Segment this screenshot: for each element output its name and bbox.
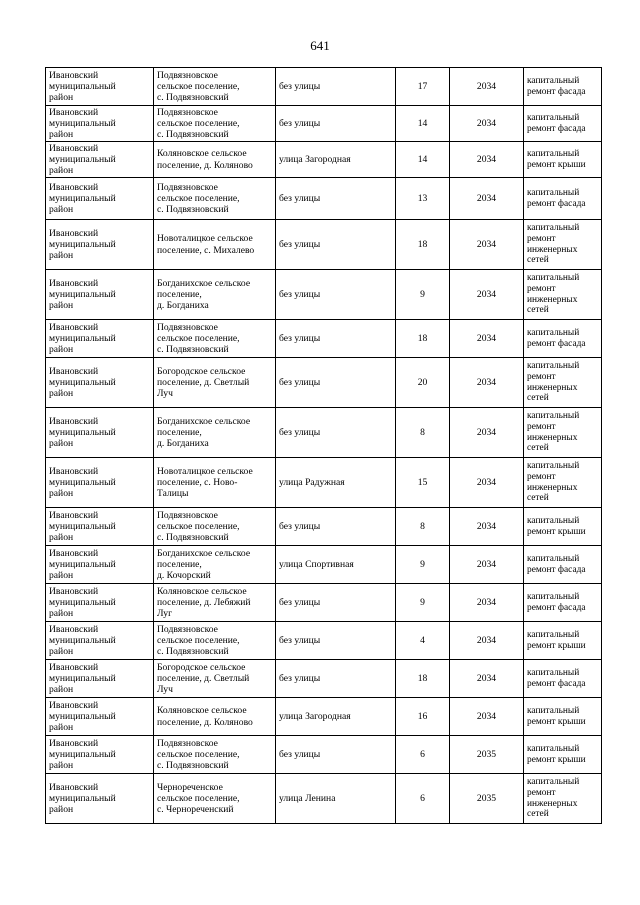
settlement-cell-text: Подвязновское сельское поселение, с. Подвязновский: [157, 509, 240, 544]
settlement-cell: [154, 774, 276, 824]
work-type-cell-text: капитальный ремонт крыши: [527, 705, 586, 727]
district-cell: [46, 142, 154, 178]
table-row: [46, 106, 602, 142]
street-cell-text: без улицы: [279, 634, 321, 646]
street-cell: [276, 774, 396, 824]
street-cell: [276, 142, 396, 178]
district-cell: [46, 584, 154, 622]
year-cell-text: 2034: [476, 476, 497, 488]
district-cell-text: Ивановский муниципальный район: [49, 547, 116, 582]
district-cell-text: Ивановский муниципальный район: [49, 227, 116, 262]
count-cell: [396, 660, 450, 698]
year-cell-text: 2034: [476, 117, 497, 129]
district-cell: [46, 698, 154, 736]
settlement-cell: [154, 68, 276, 106]
settlement-cell-text: Подвязновское сельское поселение, с. Подвязновский: [157, 737, 240, 772]
count-cell: [396, 736, 450, 774]
work-type-cell: [524, 698, 602, 736]
settlement-cell: [154, 106, 276, 142]
street-cell-text: без улицы: [279, 748, 321, 760]
district-cell: [46, 178, 154, 220]
year-cell: [450, 220, 524, 270]
work-type-cell-text: капитальный ремонт инженерных сетей: [527, 360, 580, 404]
settlement-cell-text: Подвязновское сельское поселение, с. Подвязновский: [157, 623, 240, 658]
street-cell: [276, 106, 396, 142]
district-cell-text: Ивановский муниципальный район: [49, 699, 116, 734]
year-cell-text: 2034: [476, 710, 497, 722]
district-cell-text: Ивановский муниципальный район: [49, 737, 116, 772]
table-row: [46, 142, 602, 178]
count-cell-text: 9: [420, 596, 425, 608]
settlement-cell-text: Коляновское сельское поселение, д. Коляново: [157, 148, 253, 171]
work-type-cell: [524, 584, 602, 622]
district-cell-text: Ивановский муниципальный район: [49, 321, 116, 356]
count-cell: [396, 508, 450, 546]
housing-repair-table: [45, 67, 602, 824]
work-type-cell: [524, 660, 602, 698]
work-type-cell: [524, 408, 602, 458]
table-row: [46, 220, 602, 270]
year-cell-text: 2034: [476, 426, 497, 438]
work-type-cell: [524, 106, 602, 142]
street-cell-text: без улицы: [279, 376, 321, 388]
district-cell: [46, 622, 154, 660]
table-row: [46, 622, 602, 660]
table-row: [46, 698, 602, 736]
count-cell-text: 14: [417, 153, 428, 165]
street-cell-text: без улицы: [279, 238, 321, 250]
count-cell: [396, 270, 450, 320]
street-cell: [276, 736, 396, 774]
year-cell-text: 2034: [476, 634, 497, 646]
work-type-cell: [524, 178, 602, 220]
year-cell: [450, 106, 524, 142]
settlement-cell-text: Подвязновское сельское поселение, с. Подвязновский: [157, 106, 240, 141]
district-cell: [46, 408, 154, 458]
table-row: [46, 458, 602, 508]
street-cell: [276, 622, 396, 660]
street-cell: [276, 270, 396, 320]
district-cell-text: Ивановский муниципальный район: [49, 142, 116, 177]
district-cell-text: Ивановский муниципальный район: [49, 277, 116, 312]
table-row: [46, 546, 602, 584]
year-cell-text: 2034: [476, 520, 497, 532]
district-cell: [46, 270, 154, 320]
work-type-cell: [524, 458, 602, 508]
settlement-cell-text: Богородское сельское поселение, д. Светлый Луч: [157, 365, 250, 400]
street-cell-text: улица Загородная: [279, 710, 351, 722]
work-type-cell: [524, 546, 602, 584]
work-type-cell-text: капитальный ремонт фасада: [527, 75, 586, 97]
count-cell-text: 6: [420, 748, 425, 760]
year-cell-text: 2035: [476, 792, 497, 804]
year-cell-text: 2034: [476, 192, 497, 204]
year-cell: [450, 320, 524, 358]
street-cell-text: улица Радужная: [279, 476, 345, 488]
year-cell: [450, 508, 524, 546]
settlement-cell-text: Подвязновское сельское поселение, с. Подвязновский: [157, 69, 240, 104]
street-cell-text: без улицы: [279, 520, 321, 532]
work-type-cell-text: капитальный ремонт крыши: [527, 148, 586, 170]
year-cell-text: 2034: [476, 376, 497, 388]
settlement-cell: [154, 220, 276, 270]
work-type-cell-text: капитальный ремонт фасада: [527, 667, 586, 689]
count-cell-text: 18: [417, 332, 428, 344]
work-type-cell: [524, 270, 602, 320]
count-cell: [396, 178, 450, 220]
work-type-cell: [524, 622, 602, 660]
work-type-cell: [524, 220, 602, 270]
year-cell-text: 2034: [476, 332, 497, 344]
street-cell: [276, 68, 396, 106]
district-cell-text: Ивановский муниципальный район: [49, 69, 116, 104]
year-cell: [450, 736, 524, 774]
street-cell: [276, 546, 396, 584]
street-cell-text: без улицы: [279, 117, 321, 129]
table-row: [46, 178, 602, 220]
district-cell-text: Ивановский муниципальный район: [49, 465, 116, 500]
count-cell-text: 16: [417, 710, 428, 722]
district-cell-text: Ивановский муниципальный район: [49, 365, 116, 400]
settlement-cell-text: Богородское сельское поселение, д. Светлый Луч: [157, 661, 250, 696]
page-number: 641: [310, 38, 330, 53]
count-cell: [396, 622, 450, 660]
work-type-cell-text: капитальный ремонт крыши: [527, 629, 586, 651]
district-cell: [46, 358, 154, 408]
district-cell-text: Ивановский муниципальный район: [49, 781, 116, 816]
count-cell: [396, 142, 450, 178]
work-type-cell-text: капитальный ремонт фасада: [527, 187, 586, 209]
table-row: [46, 508, 602, 546]
year-cell: [450, 178, 524, 220]
street-cell: [276, 584, 396, 622]
district-cell-text: Ивановский муниципальный район: [49, 623, 116, 658]
street-cell: [276, 220, 396, 270]
work-type-cell: [524, 508, 602, 546]
street-cell-text: без улицы: [279, 80, 321, 92]
district-cell: [46, 508, 154, 546]
settlement-cell: [154, 270, 276, 320]
work-type-cell-text: капитальный ремонт фасада: [527, 327, 586, 349]
work-type-cell: [524, 774, 602, 824]
street-cell-text: улица Загородная: [279, 153, 351, 165]
district-cell: [46, 106, 154, 142]
work-type-cell-text: капитальный ремонт инженерных сетей: [527, 222, 580, 266]
year-cell: [450, 358, 524, 408]
settlement-cell-text: Богданихское сельское поселение, д. Богданиха: [157, 277, 251, 312]
work-type-cell-text: капитальный ремонт фасада: [527, 112, 586, 134]
year-cell-text: 2035: [476, 748, 497, 760]
settlement-cell: [154, 622, 276, 660]
settlement-cell: [154, 546, 276, 584]
table-row: [46, 774, 602, 824]
settlement-cell-text: Подвязновское сельское поселение, с. Подвязновский: [157, 321, 240, 356]
count-cell: [396, 698, 450, 736]
district-cell: [46, 320, 154, 358]
year-cell-text: 2034: [476, 672, 497, 684]
count-cell: [396, 546, 450, 584]
count-cell-text: 6: [420, 792, 425, 804]
count-cell: [396, 358, 450, 408]
settlement-cell: [154, 142, 276, 178]
count-cell-text: 13: [417, 192, 428, 204]
settlement-cell: [154, 178, 276, 220]
district-cell-text: Ивановский муниципальный район: [49, 661, 116, 696]
district-cell-text: Ивановский муниципальный район: [49, 415, 116, 450]
work-type-cell-text: капитальный ремонт фасада: [527, 591, 586, 613]
work-type-cell: [524, 142, 602, 178]
district-cell: [46, 458, 154, 508]
year-cell-text: 2034: [476, 558, 497, 570]
street-cell: [276, 508, 396, 546]
settlement-cell: [154, 584, 276, 622]
district-cell: [46, 220, 154, 270]
work-type-cell-text: капитальный ремонт инженерных сетей: [527, 272, 580, 316]
street-cell-text: без улицы: [279, 672, 321, 684]
street-cell: [276, 320, 396, 358]
count-cell: [396, 320, 450, 358]
year-cell: [450, 270, 524, 320]
count-cell-text: 20: [417, 376, 428, 388]
count-cell: [396, 220, 450, 270]
work-type-cell: [524, 320, 602, 358]
year-cell-text: 2034: [476, 153, 497, 165]
count-cell-text: 17: [417, 80, 428, 92]
year-cell-text: 2034: [476, 238, 497, 250]
work-type-cell: [524, 736, 602, 774]
table-row: [46, 320, 602, 358]
work-type-cell-text: капитальный ремонт фасада: [527, 553, 586, 575]
work-type-cell: [524, 68, 602, 106]
settlement-cell: [154, 320, 276, 358]
work-type-cell-text: капитальный ремонт инженерных сетей: [527, 776, 580, 820]
work-type-cell-text: капитальный ремонт инженерных сетей: [527, 410, 580, 454]
table-body: [46, 68, 602, 824]
year-cell: [450, 68, 524, 106]
district-cell: [46, 68, 154, 106]
settlement-cell: [154, 736, 276, 774]
year-cell: [450, 584, 524, 622]
count-cell: [396, 408, 450, 458]
year-cell: [450, 698, 524, 736]
work-type-cell-text: капитальный ремонт крыши: [527, 515, 586, 537]
settlement-cell: [154, 508, 276, 546]
district-cell-text: Ивановский муниципальный район: [49, 509, 116, 544]
settlement-cell: [154, 660, 276, 698]
year-cell: [450, 660, 524, 698]
street-cell: [276, 358, 396, 408]
settlement-cell-text: Подвязновское сельское поселение, с. Подвязновский: [157, 181, 240, 216]
count-cell: [396, 584, 450, 622]
district-cell: [46, 660, 154, 698]
count-cell-text: 15: [417, 476, 428, 488]
table-row: [46, 584, 602, 622]
count-cell-text: 18: [417, 238, 428, 250]
street-cell: [276, 458, 396, 508]
street-cell-text: без улицы: [279, 426, 321, 438]
work-type-cell-text: капитальный ремонт инженерных сетей: [527, 460, 580, 504]
settlement-cell-text: Новоталицкое сельское поселение, с. Михалево: [157, 233, 255, 256]
table-row: [46, 270, 602, 320]
table-row: [46, 660, 602, 698]
settlement-cell-text: Богданихское сельское поселение, д. Богданиха: [157, 415, 251, 450]
district-cell: [46, 546, 154, 584]
settlement-cell-text: Богданихское сельское поселение, д. Кочорский: [157, 547, 251, 582]
year-cell-text: 2034: [476, 596, 497, 608]
street-cell-text: без улицы: [279, 332, 321, 344]
settlement-cell-text: Новоталицкое сельское поселение, с. Ново- Талицы: [157, 465, 253, 500]
table-row: [46, 68, 602, 106]
district-cell: [46, 774, 154, 824]
settlement-cell-text: Чернореченское сельское поселение, с. Чернореченский: [157, 781, 240, 816]
year-cell: [450, 408, 524, 458]
count-cell-text: 14: [417, 117, 428, 129]
table-row: [46, 736, 602, 774]
street-cell: [276, 660, 396, 698]
count-cell: [396, 106, 450, 142]
count-cell: [396, 458, 450, 508]
count-cell: [396, 774, 450, 824]
settlement-cell: [154, 458, 276, 508]
district-cell-text: Ивановский муниципальный район: [49, 106, 116, 141]
settlement-cell-text: Коляновское сельское поселение, д. Коляново: [157, 705, 253, 728]
settlement-cell: [154, 358, 276, 408]
year-cell: [450, 546, 524, 584]
settlement-cell: [154, 698, 276, 736]
street-cell: [276, 408, 396, 458]
count-cell-text: 18: [417, 672, 428, 684]
year-cell-text: 2034: [476, 80, 497, 92]
count-cell: [396, 68, 450, 106]
district-cell: [46, 736, 154, 774]
year-cell: [450, 774, 524, 824]
table-row: [46, 408, 602, 458]
year-cell: [450, 458, 524, 508]
work-type-cell: [524, 358, 602, 408]
count-cell-text: 8: [420, 426, 425, 438]
street-cell: [276, 698, 396, 736]
count-cell-text: 8: [420, 520, 425, 532]
year-cell: [450, 622, 524, 660]
street-cell-text: улица Ленина: [279, 792, 336, 804]
work-type-cell-text: капитальный ремонт крыши: [527, 743, 586, 765]
count-cell-text: 9: [420, 558, 425, 570]
street-cell-text: без улицы: [279, 192, 321, 204]
settlement-cell-text: Коляновское сельское поселение, д. Лебяжий Луг: [157, 585, 251, 620]
district-cell-text: Ивановский муниципальный район: [49, 181, 116, 216]
year-cell: [450, 142, 524, 178]
street-cell: [276, 178, 396, 220]
street-cell-text: без улицы: [279, 288, 321, 300]
count-cell-text: 4: [420, 634, 425, 646]
settlement-cell: [154, 408, 276, 458]
year-cell-text: 2034: [476, 288, 497, 300]
street-cell-text: улица Спортивная: [279, 558, 354, 570]
district-cell-text: Ивановский муниципальный район: [49, 585, 116, 620]
table-row: [46, 358, 602, 408]
count-cell-text: 9: [420, 288, 425, 300]
street-cell-text: без улицы: [279, 596, 321, 608]
